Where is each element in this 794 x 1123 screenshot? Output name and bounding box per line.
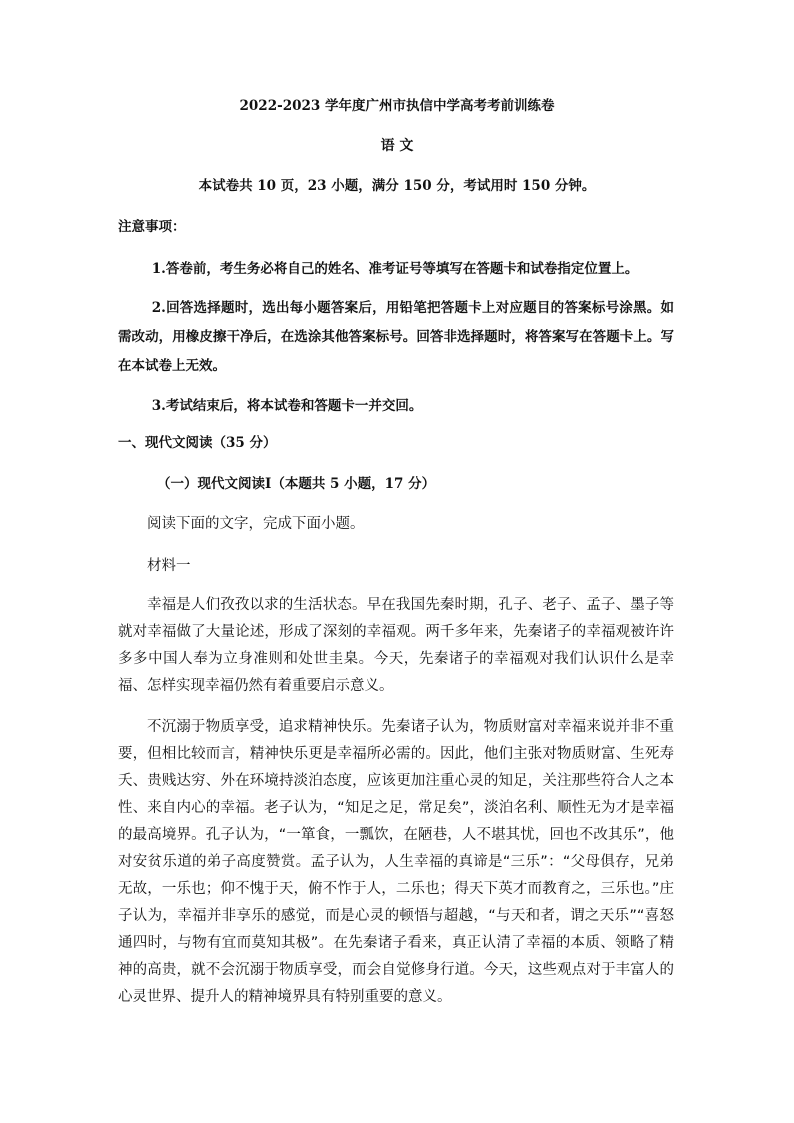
notice-heading: 注意事项： — [118, 219, 186, 235]
subject-title: 语 文 — [380, 138, 414, 154]
exam-title: 2022-2023 学年度广州市执信中学高考考前训练卷 — [239, 98, 555, 114]
reading-instruction: 阅读下面的文字，完成下面小题。 — [147, 516, 365, 532]
material-label: 材料一 — [147, 558, 191, 574]
notice-item-2: 2.回答选择题时，选出每小题答案后，用铅笔把答题卡上对应题目的答案标号涂黑。如需改动，用橡皮擦干净后，在选涂其他答案标号。回答非选择题时，将答案写在答题卡上。写在本试卷上无效。 — [118, 300, 674, 374]
exam-info: 本试卷共 10 页，23 小题，满分 150 分，考试用时 150 分钟。 — [198, 178, 596, 194]
notice-item-1: 1.答卷前，考生务必将自己的姓名、准考证号等填写在答题卡和试卷指定位置上。 — [151, 261, 639, 277]
material-paragraph-2: 不沉溺于物质享受，追求精神快乐。先秦诸子认为，物质财富对幸福来说并非不重要，但相比较而言，精神快乐更是幸福所必需的。因此，他们主张对物质财富、生死寿夭、贵贱达穷、外在环境持淡泊态度，应该更加注重心灵的知足，关注那些符合人之本性、来自内心的幸福。老子认为，“知足之足，常足矣”，淡泊名利、顺性无为才是幸福的最高境界。孔子认为，“一箪食，一瓢饮，在陋巷，人不堪其忧，回也不改其乐”，他对安贫乐道的弟子高度赞赏。孟子认为，人生幸福的真谛是“三乐”：“父母俱存，兄弟无故，一乐也；仰不愧于天，俯不怍于人，二乐也；得天下英才而教育之，三乐也。”庄子认为，幸福并非享乐的感觉，而是心灵的顿悟与超越，“与天和者，谓之天乐”“喜怒通四时，与物有宜而莫知其极”。在先秦诸子看来，真正认清了幸福的本质、领略了精神的高贵，就不会沉溺于物质享受，而会自觉修身行道。今天，这些观点对于丰富人的心灵世界、提升人的精神境界具有特别重要的意义。 — [118, 719, 674, 1005]
section-subheading: （一）现代文阅读Ⅰ（本题共 5 小题，17 分） — [157, 476, 436, 492]
section-heading: 一、现代文阅读（35 分） — [118, 435, 277, 451]
material-paragraph-1: 幸福是人们孜孜以求的生活状态。早在我国先秦时期，孔子、老子、孟子、墨子等就对幸福做了大量论述，形成了深刻的幸福观。两千多年来，先秦诸子的幸福观被许许多多中国人奉为立身准则和处世圭臬。今天，先秦诸子的幸福观对我们认识什么是幸福、怎样实现幸福仍然有着重要启示意义。 — [118, 597, 674, 694]
notice-item-3: 3.考试结束后，将本试卷和答题卡一并交回。 — [151, 398, 423, 414]
